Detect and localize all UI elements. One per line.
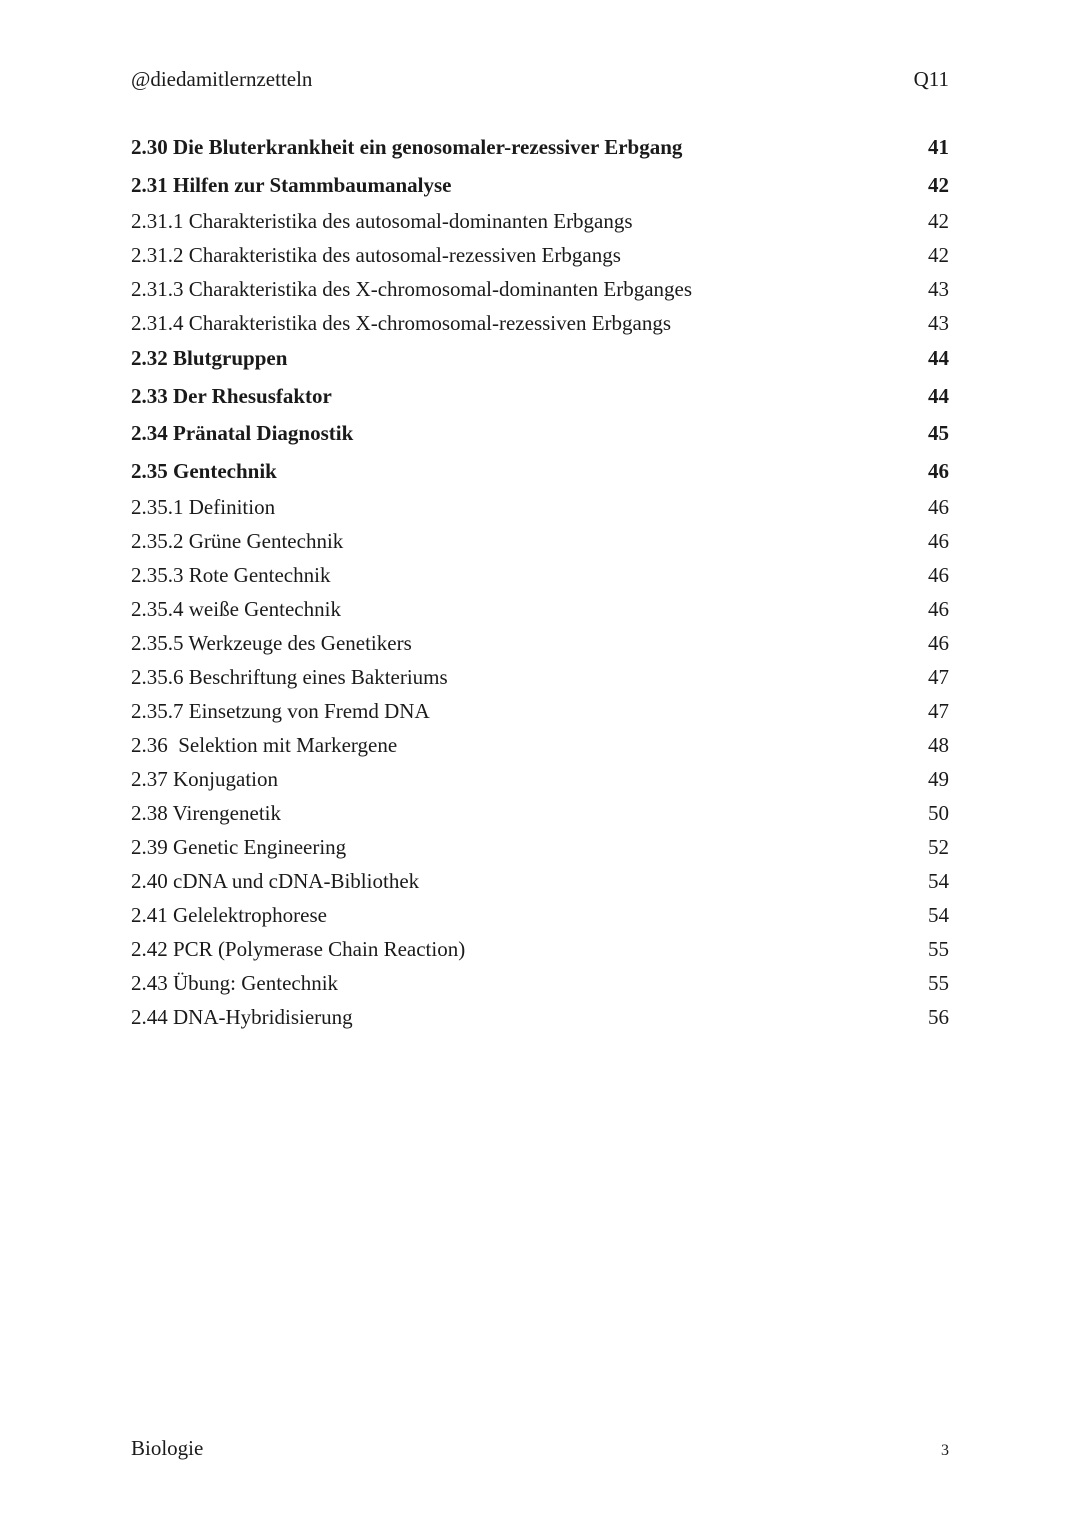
toc-entry-title: 2.35.6 Beschriftung eines Bakteriums: [131, 664, 448, 689]
toc-entry[interactable]: [131, 660, 949, 694]
toc-entry-title: 2.38 Virengenetik: [131, 800, 281, 825]
toc-entry-page: 46: [928, 562, 949, 587]
toc-entry-title: 2.37 Konjugation: [131, 766, 278, 791]
toc-entry-page: 52: [928, 834, 949, 859]
toc-entry[interactable]: [131, 238, 949, 272]
toc-entry-page: 55: [928, 936, 949, 961]
toc-entry-page: 45: [928, 421, 949, 446]
toc-entry[interactable]: [131, 340, 949, 378]
toc-entry[interactable]: [131, 558, 949, 592]
toc-entry-title: 2.40 cDNA und cDNA-Bibliothek: [131, 868, 420, 893]
toc-entry-page: 42: [928, 172, 949, 197]
toc-entry[interactable]: [131, 490, 949, 524]
toc-entry-page: 42: [928, 242, 949, 267]
toc-entry-page: 49: [928, 766, 949, 791]
toc-entry-page: 46: [928, 494, 949, 519]
toc-entry[interactable]: [131, 204, 949, 238]
toc-entry-page: 46: [928, 596, 949, 621]
toc-entry-title: 2.34 Pränatal Diagnostik: [131, 421, 354, 446]
toc-entry[interactable]: [131, 694, 949, 728]
toc-entry-title: 2.31.1 Charakteristika des autosomal-dominanten Erbgangs: [131, 208, 633, 233]
toc-entry-title: 2.31.4 Charakteristika des X-chromosomal-rezessiven Erbgangs: [131, 310, 672, 335]
toc-entry-page: 54: [928, 902, 949, 927]
toc-entry-title: 2.35.5 Werkzeuge des Genetikers: [131, 630, 412, 655]
toc-entry[interactable]: [131, 378, 949, 416]
toc-entry-page: 54: [928, 868, 949, 893]
toc-entry[interactable]: [131, 626, 949, 660]
toc-entry[interactable]: [131, 966, 949, 1000]
footer-page-number: 3: [941, 1442, 949, 1459]
toc-entry-title: 2.30 Die Bluterkrankheit ein genosomaler-rezessiver Erbgang: [131, 135, 683, 160]
toc-entry[interactable]: [131, 728, 949, 762]
toc-entry[interactable]: [131, 830, 949, 864]
toc-entry-page: 47: [928, 698, 949, 723]
toc-entry-title: 2.35 Gentechnik: [131, 458, 277, 483]
toc-entry[interactable]: [131, 864, 949, 898]
toc-entry-title: 2.31 Hilfen zur Stammbaumanalyse: [131, 172, 452, 197]
toc-entry[interactable]: [131, 796, 949, 830]
toc-entry-page: 42: [928, 208, 949, 233]
toc-entry-title: 2.32 Blutgruppen: [131, 346, 288, 371]
toc-entry-title: 2.35.2 Grüne Gentechnik: [131, 528, 344, 553]
toc-entry-title: 2.31.2 Charakteristika des autosomal-rezessiven Erbgangs: [131, 242, 621, 267]
toc-entry-title: 2.42 PCR (Polymerase Chain Reaction): [131, 936, 466, 961]
toc-entry-page: 50: [928, 800, 949, 825]
toc-entry-page: 47: [928, 664, 949, 689]
header-grade: Q11: [913, 67, 949, 91]
toc-entry[interactable]: [131, 306, 949, 340]
toc-entry[interactable]: [131, 524, 949, 558]
toc-entry-title: 2.35.7 Einsetzung von Fremd DNA: [131, 698, 430, 723]
toc-entry-page: 44: [928, 383, 949, 408]
toc-entry-page: 41: [928, 135, 949, 160]
toc-entry[interactable]: [131, 932, 949, 966]
toc-entry-page: 55: [928, 970, 949, 995]
toc-entry[interactable]: [131, 453, 949, 491]
toc-entry[interactable]: [131, 762, 949, 796]
header-author: @diedamitlernzetteln: [131, 67, 313, 91]
toc-entry-title: 2.35.4 weiße Gentechnik: [131, 596, 341, 621]
toc-entry-title: 2.39 Genetic Engineering: [131, 834, 347, 859]
table-of-contents: [131, 129, 949, 1034]
toc-entry[interactable]: [131, 898, 949, 932]
toc-entry-title: 2.44 DNA-Hybridisierung: [131, 1004, 353, 1029]
toc-entry-title: 2.33 Der Rhesusfaktor: [131, 383, 332, 408]
toc-entry[interactable]: [131, 415, 949, 453]
toc-entry-title: 2.35.3 Rote Gentechnik: [131, 562, 331, 587]
toc-entry-page: 56: [928, 1004, 949, 1029]
toc-entry-title: 2.36 Selektion mit Markergene: [131, 732, 398, 757]
toc-entry-page: 43: [928, 276, 949, 301]
toc-entry-title: 2.35.1 Definition: [131, 494, 276, 519]
toc-entry-page: 44: [928, 346, 949, 371]
toc-entry-page: 46: [928, 458, 949, 483]
toc-entry-title: 2.41 Gelelektrophorese: [131, 902, 327, 927]
toc-entry[interactable]: [131, 1000, 949, 1034]
footer-subject: Biologie: [131, 1436, 204, 1460]
toc-entry-page: 48: [928, 732, 949, 757]
toc-entry[interactable]: [131, 129, 949, 167]
toc-entry-title: 2.31.3 Charakteristika des X-chromosomal-dominanten Erbganges: [131, 276, 693, 301]
toc-entry-title: 2.43 Übung: Gentechnik: [131, 970, 339, 995]
page-footer: [131, 1436, 949, 1461]
toc-entry-page: 43: [928, 310, 949, 335]
toc-entry[interactable]: [131, 167, 949, 205]
toc-entry[interactable]: [131, 592, 949, 626]
page-header: [131, 64, 949, 94]
toc-entry-page: 46: [928, 528, 949, 553]
toc-entry[interactable]: [131, 272, 949, 306]
toc-entry-page: 46: [928, 630, 949, 655]
